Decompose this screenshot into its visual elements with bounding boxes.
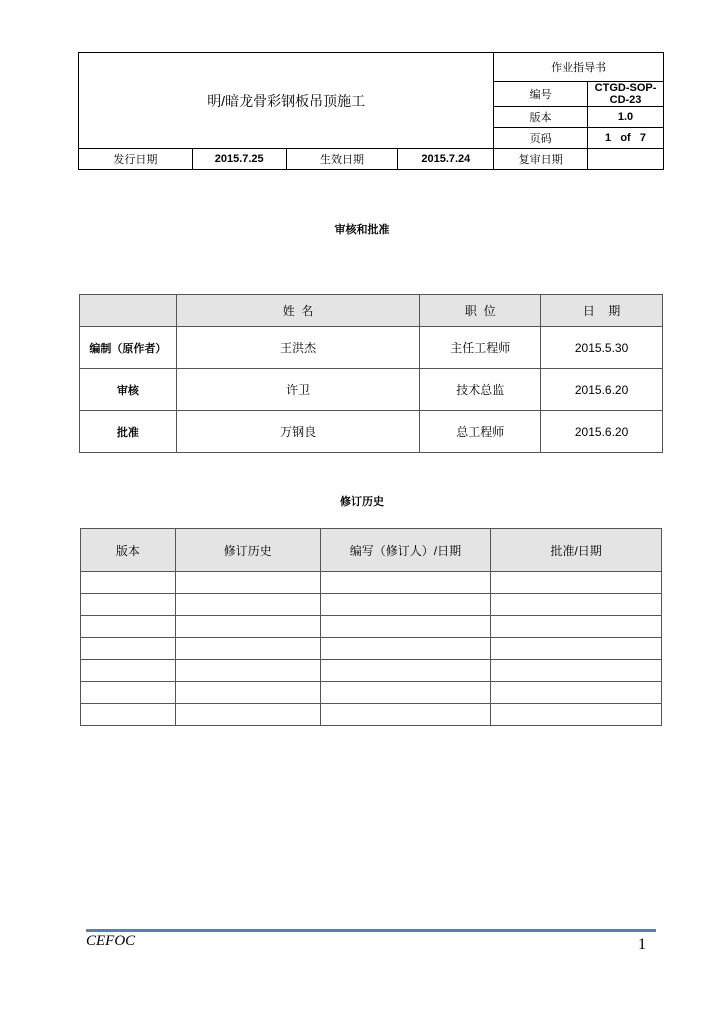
approval-header-row — [80, 295, 663, 327]
empty-cell — [81, 572, 176, 594]
empty-cell — [81, 682, 176, 704]
approval-heading: 审核和批准 — [334, 224, 390, 236]
table-row — [81, 704, 662, 726]
empty-cell — [175, 616, 320, 638]
empty-cell — [491, 704, 662, 726]
revision-header-row — [81, 529, 662, 572]
review-date-label: 复审日期 — [494, 149, 588, 170]
date-cell: 2015.5.30 — [541, 327, 663, 369]
issue-date-value: 2015.7.25 — [192, 149, 286, 170]
empty-cell — [491, 616, 662, 638]
table-row — [81, 572, 662, 594]
document-title: 明/暗龙骨彩钢板吊顶施工 — [79, 53, 494, 149]
empty-cell — [175, 572, 320, 594]
empty-cell — [491, 660, 662, 682]
column-header-version: 版本 — [81, 529, 176, 572]
number-value: CTGD-SOP-CD-23 — [588, 82, 664, 107]
column-header-date: 日 期 — [541, 295, 663, 327]
name-cell: 万钢良 — [176, 411, 420, 453]
empty-cell — [320, 660, 491, 682]
empty-cell — [491, 572, 662, 594]
empty-cell — [175, 660, 320, 682]
empty-cell — [175, 704, 320, 726]
table-row — [80, 369, 663, 411]
table-row — [80, 327, 663, 369]
empty-cell — [81, 594, 176, 616]
review-date-value — [588, 149, 664, 170]
table-row — [80, 411, 663, 453]
revision-table — [80, 528, 662, 726]
empty-cell — [175, 682, 320, 704]
empty-cell — [320, 594, 491, 616]
empty-cell — [81, 616, 176, 638]
approval-table — [79, 294, 663, 453]
role-cell: 审核 — [80, 369, 177, 411]
issue-date-label: 发行日期 — [79, 149, 193, 170]
column-header-approval: 批准/日期 — [491, 529, 662, 572]
empty-cell — [320, 572, 491, 594]
position-cell: 技术总监 — [420, 369, 541, 411]
empty-cell — [491, 682, 662, 704]
column-header-name: 姓 名 — [176, 295, 420, 327]
table-row — [81, 616, 662, 638]
page-value: 1 of 7 — [588, 128, 664, 149]
empty-cell — [491, 594, 662, 616]
column-header-author: 编写（修订人）/日期 — [320, 529, 491, 572]
column-header-position: 职 位 — [420, 295, 541, 327]
effective-date-value: 2015.7.24 — [398, 149, 494, 170]
column-header — [80, 295, 177, 327]
footer-brand: CEFOC — [86, 933, 136, 949]
table-row — [81, 682, 662, 704]
empty-cell — [81, 660, 176, 682]
document-type: 作业指导书 — [494, 53, 664, 82]
empty-cell — [175, 638, 320, 660]
number-label: 编号 — [494, 82, 588, 107]
column-header-history: 修订历史 — [175, 529, 320, 572]
date-cell: 2015.6.20 — [541, 369, 663, 411]
version-label: 版本 — [494, 107, 588, 128]
empty-cell — [81, 638, 176, 660]
date-cell: 2015.6.20 — [541, 411, 663, 453]
document-header-table — [78, 52, 664, 170]
footer-page-number: 1 — [638, 936, 646, 953]
empty-cell — [320, 638, 491, 660]
empty-cell — [320, 682, 491, 704]
role-cell: 编制（原作者） — [80, 327, 177, 369]
revision-heading: 修订历史 — [340, 496, 384, 508]
table-row — [81, 594, 662, 616]
empty-cell — [81, 704, 176, 726]
footer-divider — [86, 929, 656, 932]
empty-cell — [491, 638, 662, 660]
empty-cell — [320, 704, 491, 726]
name-cell: 王洪杰 — [176, 327, 420, 369]
empty-cell — [175, 594, 320, 616]
effective-date-label: 生效日期 — [286, 149, 398, 170]
position-cell: 主任工程师 — [420, 327, 541, 369]
name-cell: 许卫 — [176, 369, 420, 411]
empty-cell — [320, 616, 491, 638]
position-cell: 总工程师 — [420, 411, 541, 453]
role-cell: 批准 — [80, 411, 177, 453]
version-value: 1.0 — [588, 107, 664, 128]
table-row — [81, 660, 662, 682]
table-row — [81, 638, 662, 660]
page-label: 页码 — [494, 128, 588, 149]
